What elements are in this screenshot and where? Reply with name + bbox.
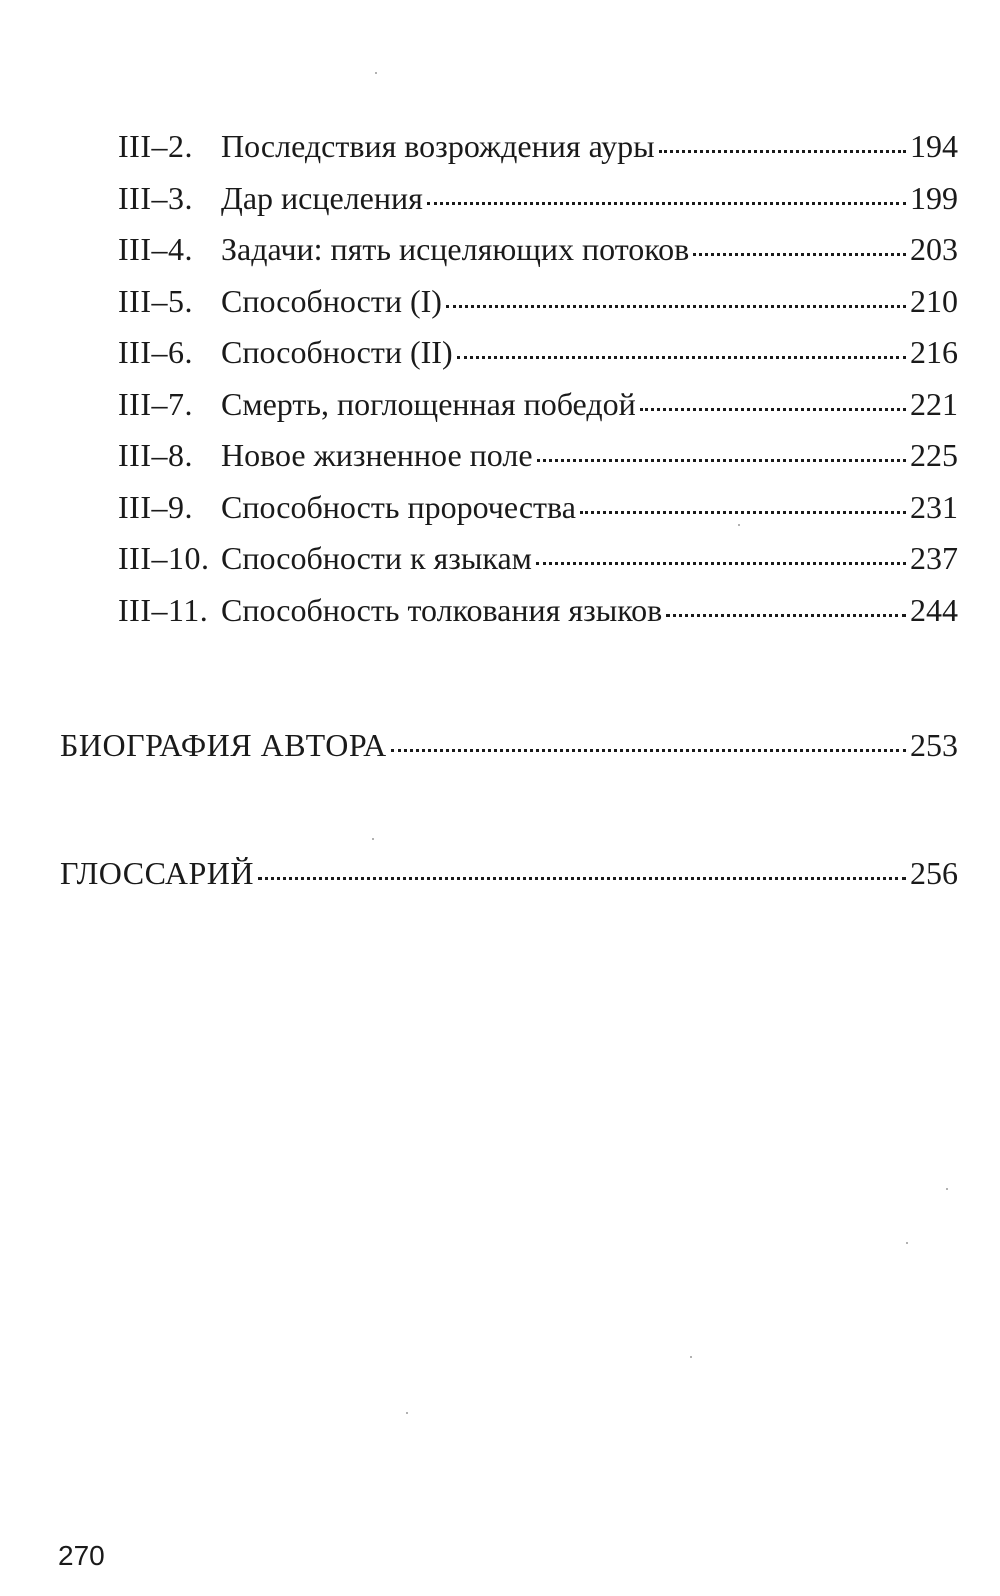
toc-entry[interactable] xyxy=(118,173,958,225)
toc-entry-page: 210 xyxy=(910,282,958,319)
toc-entry[interactable] xyxy=(118,224,958,276)
toc-entry[interactable] xyxy=(118,430,958,482)
dot-leader xyxy=(640,376,906,411)
dot-leader xyxy=(258,845,906,880)
toc-entry[interactable] xyxy=(118,327,958,379)
toc-entry-page: 231 xyxy=(910,488,958,525)
scan-speck xyxy=(375,72,377,74)
scan-speck xyxy=(372,838,374,840)
toc-entry-title: Смерть, поглощенная победой xyxy=(221,385,636,422)
scan-speck xyxy=(690,1356,692,1358)
toc-entry[interactable] xyxy=(118,276,958,328)
toc-entry-number: III–4. xyxy=(118,231,193,267)
toc-entry-title: Последствия возрождения ауры xyxy=(221,128,655,164)
toc-entry-title: Способности (II) xyxy=(221,334,453,370)
toc-entry-title: Дар исцеления xyxy=(221,179,423,216)
toc-entry-number: III–9. xyxy=(118,488,193,525)
toc-entry-page: 199 xyxy=(910,179,958,216)
dot-leader xyxy=(666,582,906,617)
toc-entry-page: 244 xyxy=(910,591,958,628)
toc-entry[interactable] xyxy=(118,533,958,585)
scan-speck xyxy=(946,1188,948,1190)
page-number: 270 xyxy=(58,1540,105,1571)
toc-biography xyxy=(60,720,958,772)
toc-entry-title: ГЛОССАРИЙ xyxy=(60,855,255,891)
scan-speck xyxy=(738,524,740,526)
toc-entry-page: 237 xyxy=(910,540,958,576)
dot-leader xyxy=(457,324,906,359)
toc-entry-biography[interactable] xyxy=(60,720,958,772)
toc-entry-title: Способности (I) xyxy=(221,282,442,319)
toc-entry-page: 221 xyxy=(910,385,958,422)
dot-leader xyxy=(693,221,906,256)
scan-speck xyxy=(906,1242,908,1244)
toc-entry-title: Способности к языкам xyxy=(221,540,532,576)
toc-entry-page: 203 xyxy=(910,231,958,267)
dot-leader xyxy=(446,273,906,308)
toc-entry[interactable] xyxy=(118,379,958,431)
toc-entry-number: III–5. xyxy=(118,282,193,319)
toc-entry-page: 216 xyxy=(910,334,958,370)
toc-entry-title: Новое жизненное поле xyxy=(221,437,533,473)
toc-subsections xyxy=(118,121,958,636)
toc-entry[interactable] xyxy=(118,121,958,173)
toc-entry-number: III–10. xyxy=(118,540,210,576)
toc-entry-number: III–3. xyxy=(118,179,193,216)
dot-leader xyxy=(659,118,906,153)
dot-leader xyxy=(427,170,906,205)
toc-entry-number: III–8. xyxy=(118,437,193,473)
toc-entry-title: Способность пророчества xyxy=(221,488,576,525)
toc-entry-number: III–2. xyxy=(118,128,193,164)
toc-entry-page: 225 xyxy=(910,437,958,473)
toc-entry-title: Способность толкования языков xyxy=(221,591,663,628)
toc-entry-title: Задачи: пять исцеляющих потоков xyxy=(221,231,690,267)
toc-entry-title: БИОГРАФИЯ АВТОРА xyxy=(60,727,387,763)
toc-entry[interactable] xyxy=(118,585,958,637)
dot-leader xyxy=(391,717,906,752)
toc-entry-number: III–11. xyxy=(118,591,209,628)
toc-glossary xyxy=(60,848,958,900)
dot-leader xyxy=(580,479,906,514)
toc-entry-glossary[interactable] xyxy=(60,848,958,900)
toc-entry-number: III–6. xyxy=(118,334,193,370)
dot-leader xyxy=(536,530,906,565)
scan-speck xyxy=(406,1412,408,1414)
dot-leader xyxy=(537,427,906,462)
toc-entry[interactable] xyxy=(118,482,958,534)
toc-entry-page: 194 xyxy=(910,128,958,164)
toc-entry-number: III–7. xyxy=(118,385,193,422)
toc-entry-page: 256 xyxy=(910,855,958,891)
toc-entry-page: 253 xyxy=(910,727,958,763)
